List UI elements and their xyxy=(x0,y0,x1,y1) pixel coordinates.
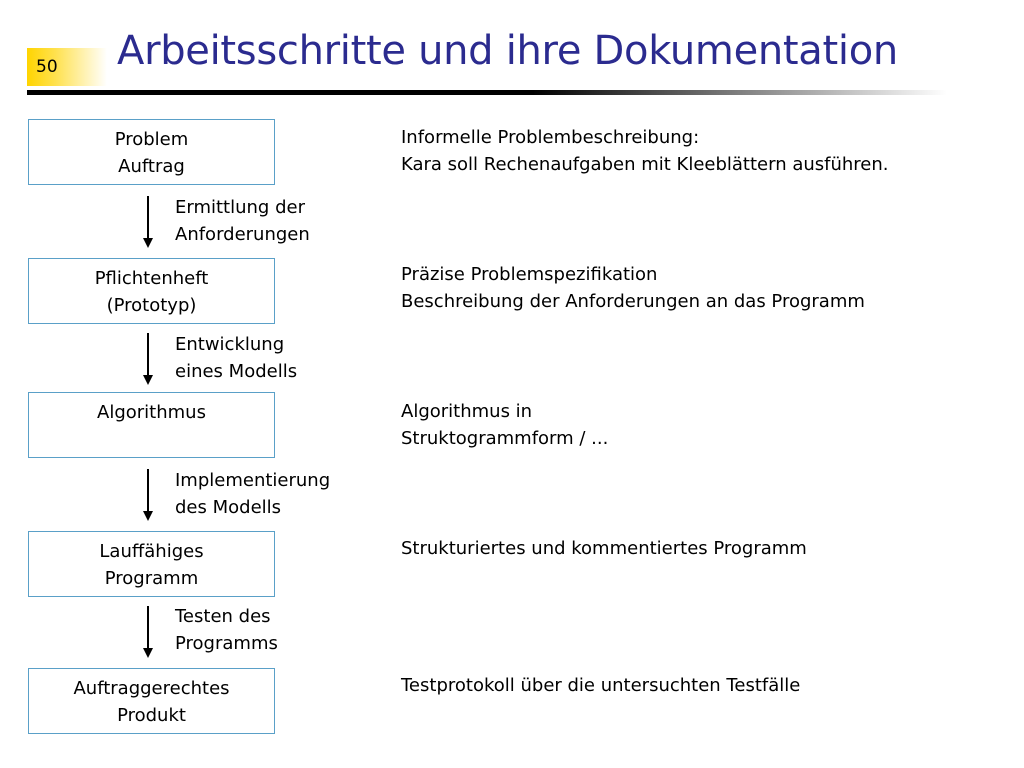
documentation-line: Algorithmus in xyxy=(401,401,533,422)
step-box-produkt xyxy=(28,668,275,734)
slide-title: Arbeitsschritte und ihre Dokumentation xyxy=(117,28,898,74)
step-box-line: Problem xyxy=(114,129,189,150)
documentation-programm xyxy=(401,535,807,562)
step-box-pflichtenheft xyxy=(28,258,275,324)
step-box-line: Lauffähiges xyxy=(99,541,204,562)
down-arrow-icon xyxy=(142,606,154,658)
down-arrow-icon xyxy=(142,333,154,385)
documentation-line: Struktogrammform / ... xyxy=(401,428,609,449)
step-box-line: Algorithmus xyxy=(97,402,206,423)
transition-line: Testen des xyxy=(175,606,271,627)
documentation-line: Informelle Problembeschreibung: xyxy=(401,127,700,148)
step-box-line: Auftraggerechtes xyxy=(73,678,230,699)
page-number: 50 xyxy=(36,57,58,77)
documentation-line: Beschreibung der Anforderungen an das Programm xyxy=(401,291,865,312)
step-box-algorithmus xyxy=(28,392,275,458)
transition-line: Programms xyxy=(175,633,278,654)
transition-line: eines Modells xyxy=(175,361,298,382)
documentation-line: Strukturiertes und kommentiertes Programm xyxy=(401,538,807,559)
transition-line: Ermittlung der xyxy=(175,197,305,218)
transition-label-anforderungen xyxy=(175,194,310,248)
documentation-struktogramm xyxy=(401,398,608,452)
transition-line: Implementierung xyxy=(175,470,331,491)
step-box-line: Produkt xyxy=(117,705,186,726)
step-box-problem xyxy=(28,119,275,185)
transition-label-modell xyxy=(175,331,297,385)
step-box-line: Programm xyxy=(104,568,199,589)
documentation-testprotokoll xyxy=(401,672,800,699)
transition-line: Anforderungen xyxy=(175,224,310,245)
documentation-spezifikation xyxy=(401,261,865,315)
down-arrow-icon xyxy=(142,196,154,248)
step-box-line: (Prototyp) xyxy=(106,295,197,316)
title-underline xyxy=(27,90,947,95)
transition-label-testen xyxy=(175,603,278,657)
step-box-line: Auftrag xyxy=(118,156,185,177)
transition-label-implementierung xyxy=(175,467,330,521)
step-box-line: Pflichtenheft xyxy=(94,268,209,289)
transition-line: Entwicklung xyxy=(175,334,285,355)
documentation-problem xyxy=(401,124,889,178)
documentation-line: Präzise Problemspezifikation xyxy=(401,264,658,285)
documentation-line: Testprotokoll über die untersuchten Testfälle xyxy=(401,675,801,696)
documentation-line: Kara soll Rechenaufgaben mit Kleeblättern ausführen. xyxy=(401,154,889,175)
step-box-programm xyxy=(28,531,275,597)
down-arrow-icon xyxy=(142,469,154,521)
transition-line: des Modells xyxy=(175,497,282,518)
